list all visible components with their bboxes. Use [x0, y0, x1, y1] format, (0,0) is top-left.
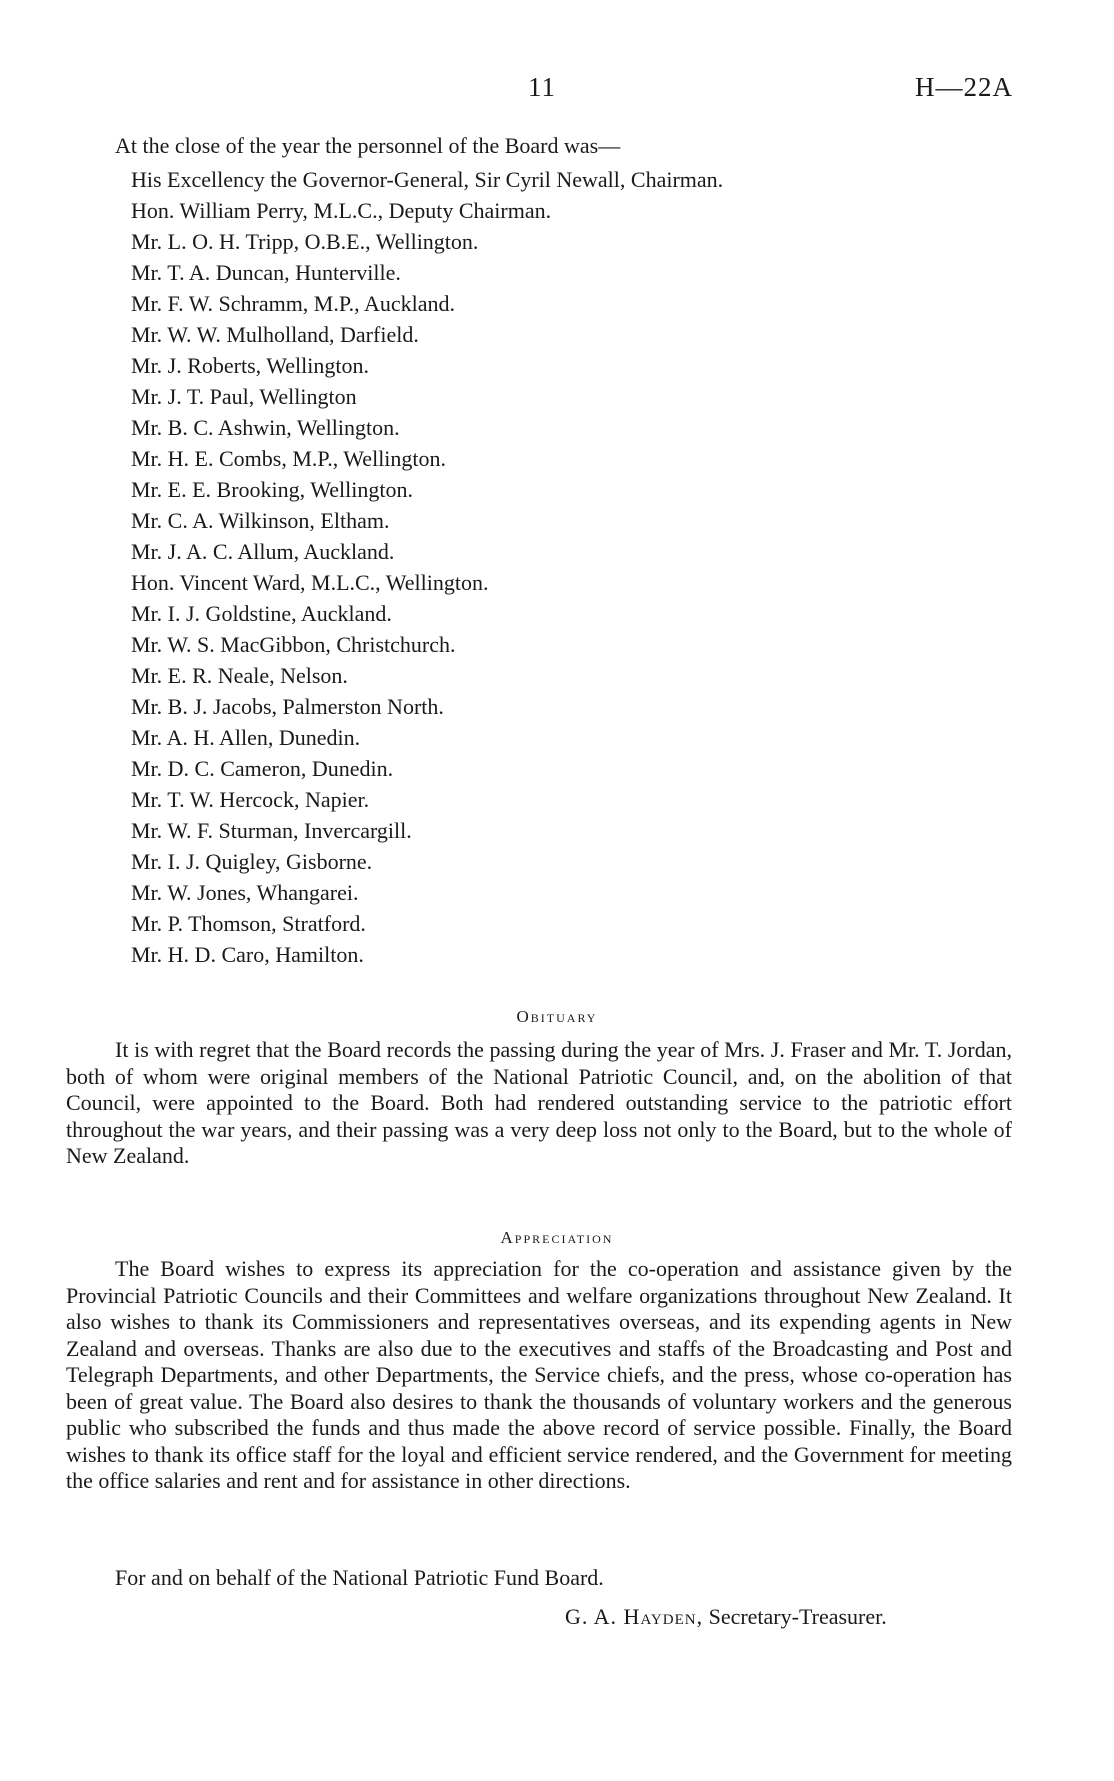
signatory-title: Secretary-Treasurer. [708, 1604, 887, 1629]
closing-line: For and on behalf of the National Patriotic Fund Board. [115, 1565, 604, 1590]
obituary-heading: Obituary [516, 1007, 598, 1026]
member-entry: Mr. H. E. Combs, M.P., Wellington. [131, 446, 447, 471]
member-entry: Mr. C. A. Wilkinson, Eltham. [131, 508, 390, 533]
member-entry: Mr. F. W. Schramm, M.P., Auckland. [131, 291, 455, 316]
member-entry: Mr. B. C. Ashwin, Wellington. [131, 415, 400, 440]
member-entry: Mr. W. F. Sturman, Invercargill. [131, 818, 412, 843]
member-entry: Mr. W. S. MacGibbon, Christchurch. [131, 632, 456, 657]
member-entry: Mr. J. A. C. Allum, Auckland. [131, 539, 395, 564]
member-entry: Mr. J. Roberts, Wellington. [131, 353, 369, 378]
signatory-name: G. A. Hayden, [565, 1604, 704, 1629]
page-number: 11 [528, 72, 556, 102]
member-entry: Mr. W. W. Mulholland, Darfield. [131, 322, 419, 347]
member-entry: Mr. H. D. Caro, Hamilton. [131, 942, 364, 967]
member-entry: Hon. William Perry, M.L.C., Deputy Chairman. [131, 198, 552, 223]
personnel-intro: At the close of the year the personnel of the Board was— [115, 133, 621, 158]
obituary-paragraph: It is with regret that the Board records the passing during the year of Mrs. J. Fraser and Mr. T. Jordan, both of whom were original members of the National Patriotic Council, and, on the abolition of that Council, were appointed to the Board. Both had rendered outstanding service to the patriotic effort throughout the war years, and their passing was a very deep loss not only to the Board, but to the whole of New Zealand. [66, 1037, 1012, 1168]
member-entry: His Excellency the Governor-General, Sir Cyril Newall, Chairman. [131, 167, 724, 192]
report-code: H—22A [915, 72, 1013, 102]
member-entry: Mr. T. A. Duncan, Hunterville. [131, 260, 401, 285]
member-entry: Mr. T. W. Hercock, Napier. [131, 787, 370, 812]
member-entry: Mr. A. H. Allen, Dunedin. [131, 725, 361, 750]
member-entry: Mr. D. C. Cameron, Dunedin. [131, 756, 394, 781]
member-entry: Mr. B. J. Jacobs, Palmerston North. [131, 694, 444, 719]
appreciation-heading: Appreciation [500, 1228, 614, 1247]
member-entry: Mr. L. O. H. Tripp, O.B.E., Wellington. [131, 229, 479, 254]
member-entry: Mr. I. J. Goldstine, Auckland. [131, 601, 392, 626]
member-entry: Hon. Vincent Ward, M.L.C., Wellington. [131, 570, 489, 595]
member-entry: Mr. E. E. Brooking, Wellington. [131, 477, 413, 502]
member-entry: Mr. P. Thomson, Stratford. [131, 911, 366, 936]
member-entry: Mr. W. Jones, Whangarei. [131, 880, 359, 905]
signature-block [565, 1604, 887, 1630]
member-entry: Mr. E. R. Neale, Nelson. [131, 663, 348, 688]
member-entry: Mr. J. T. Paul, Wellington [131, 384, 357, 409]
board-member-list [131, 164, 723, 970]
member-entry: Mr. I. J. Quigley, Gisborne. [131, 849, 373, 874]
appreciation-paragraph: The Board wishes to express its appreciation for the co-operation and assistance given by the Provincial Patriotic Councils and their Committees and welfare organizations throughout New Zealand. It also wishes to thank its Commissioners and representatives overseas, and its expending agents in New Zealand and overseas. Thanks are also due to the executives and staffs of the Broadcasting and Post and Telegraph Departments, and other Departments, the Service chiefs, and the press, whose co-operation has been of great value. The Board also desires to thank the thousands of voluntary workers and the generous public who subscribed the funds and thus made the above record of service possible. Finally, the Board wishes to thank its office staff for the loyal and efficient service rendered, and the Government for meeting the office salaries and rent and for assistance in other directions. [66, 1256, 1012, 1493]
